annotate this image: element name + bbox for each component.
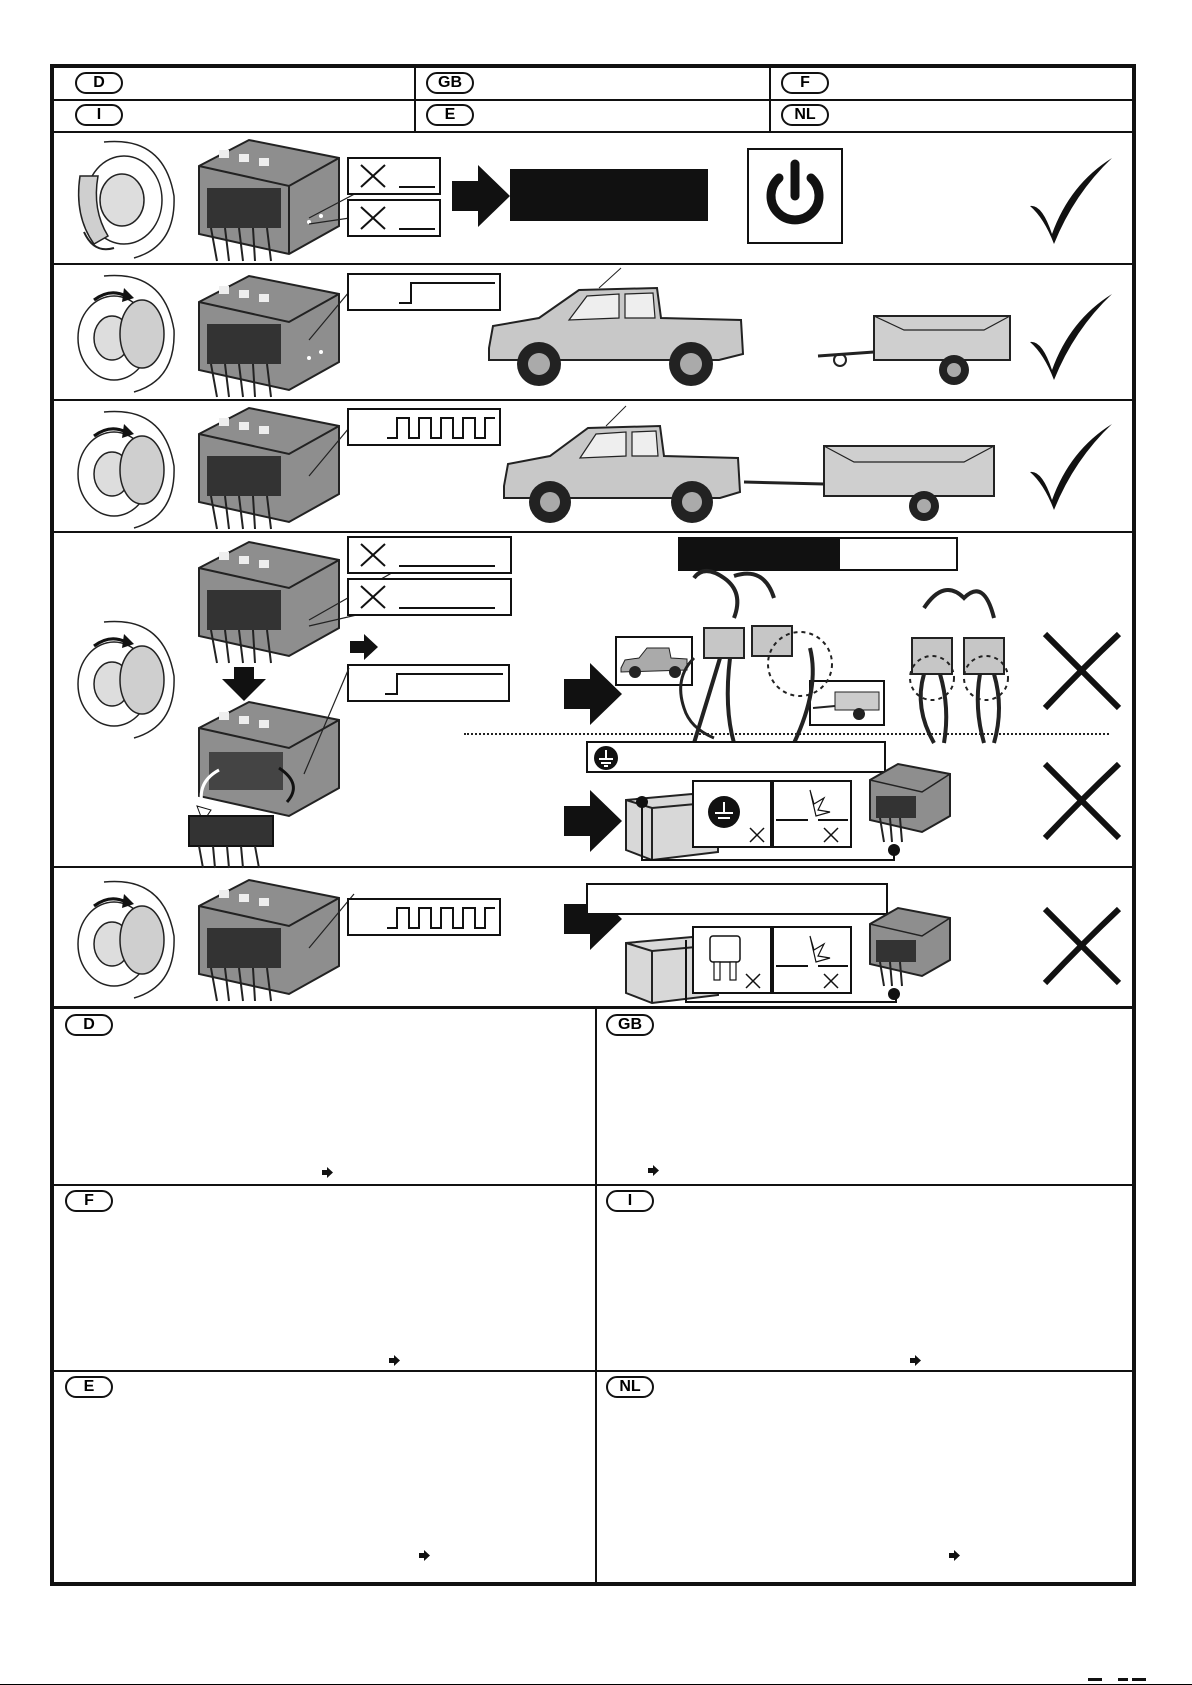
row-divider-2 <box>54 399 1132 401</box>
arrow-right-icon <box>452 165 510 227</box>
warning-bar-black <box>678 537 838 571</box>
battery-wire-2 <box>634 936 904 1008</box>
led-status-off-4 <box>347 578 512 616</box>
signal-pulse-icon <box>349 900 499 934</box>
ignition-key-on-2 <box>64 404 184 529</box>
arrow-right-icon <box>389 1355 400 1366</box>
lang-badge-i: I <box>606 1190 654 1212</box>
arrow-right-icon <box>648 1165 659 1176</box>
check-mark-icon <box>1026 290 1116 382</box>
arrow-right-icon <box>350 634 378 660</box>
signal-step-icon <box>349 666 507 700</box>
lang-badge-d-top: D <box>75 72 123 94</box>
power-icon <box>749 150 841 242</box>
text-row-divider-2 <box>54 1370 1132 1372</box>
lang-badge-e-top: E <box>426 104 474 126</box>
lang-badge-gb-top: GB <box>426 72 474 94</box>
check-mark-icon <box>1026 420 1116 512</box>
footer-marks <box>1088 1678 1148 1682</box>
arrow-right-icon <box>564 663 622 725</box>
cross-icon <box>1039 758 1125 844</box>
lang-badge-nl-top: NL <box>781 104 829 126</box>
trailer-2 <box>744 438 1014 528</box>
connector-cables-wrong <box>634 568 864 743</box>
signal-pulse-box-2 <box>347 898 501 936</box>
cross-icon <box>349 201 439 235</box>
ground-icon <box>592 744 622 772</box>
arrow-right-icon <box>910 1355 921 1366</box>
led-status-off-2 <box>347 199 441 237</box>
ignition-key-off <box>64 136 184 261</box>
connector-cables-correct <box>894 568 1024 743</box>
lang-badge-gb: GB <box>606 1014 654 1036</box>
signal-step-box-1 <box>347 273 501 311</box>
power-symbol-box <box>747 148 843 244</box>
led-status-off-1 <box>347 157 441 195</box>
led-status-off-3 <box>347 536 512 574</box>
signal-pulse-icon <box>349 410 499 444</box>
text-row-divider-1 <box>54 1184 1132 1186</box>
lang-badge-e: E <box>65 1376 113 1398</box>
cross-icon <box>1039 903 1125 989</box>
lang-badge-f: F <box>65 1190 113 1212</box>
signal-pulse-box-1 <box>347 408 501 446</box>
ignition-key-on-3 <box>64 614 184 739</box>
arrow-right-icon <box>949 1550 960 1561</box>
arrow-right-icon <box>322 1167 333 1178</box>
warning-bar-white <box>838 537 958 571</box>
standby-bar <box>510 169 708 221</box>
lang-badge-i-top: I <box>75 104 123 126</box>
header-col-divider-1 <box>414 68 416 132</box>
arrow-down-icon <box>222 667 266 701</box>
ground-label-box <box>586 741 886 773</box>
lang-badge-d: D <box>65 1014 113 1036</box>
lang-badge-nl: NL <box>606 1376 654 1398</box>
header-divider-2 <box>54 131 1132 133</box>
pickup-truck-2 <box>494 404 744 529</box>
trailer-1 <box>814 308 1024 393</box>
instruction-frame <box>50 64 1136 1586</box>
header-divider-1 <box>54 99 1132 101</box>
cross-icon <box>349 538 509 572</box>
section-separator-dotted <box>464 733 1109 735</box>
lang-badge-f-top: F <box>781 72 829 94</box>
fuse-label-box <box>586 883 888 915</box>
signal-step-box-2 <box>347 664 510 702</box>
signal-step-icon <box>349 275 499 309</box>
ignition-key-on-4 <box>64 874 184 1002</box>
cross-icon <box>1039 628 1125 714</box>
ignition-key-on-1 <box>64 268 184 396</box>
row-divider-5 <box>54 1006 1132 1009</box>
header-col-divider-2 <box>769 68 771 132</box>
pickup-truck-1 <box>479 268 749 393</box>
cross-icon <box>349 159 439 193</box>
led-line-5 <box>304 666 354 776</box>
battery-wire-1 <box>602 790 902 870</box>
cross-icon <box>349 580 509 614</box>
row-divider-3 <box>54 531 1132 533</box>
text-col-divider <box>595 1009 597 1586</box>
check-mark-icon <box>1026 154 1116 246</box>
row-divider-1 <box>54 263 1132 265</box>
arrow-right-icon <box>419 1550 430 1561</box>
